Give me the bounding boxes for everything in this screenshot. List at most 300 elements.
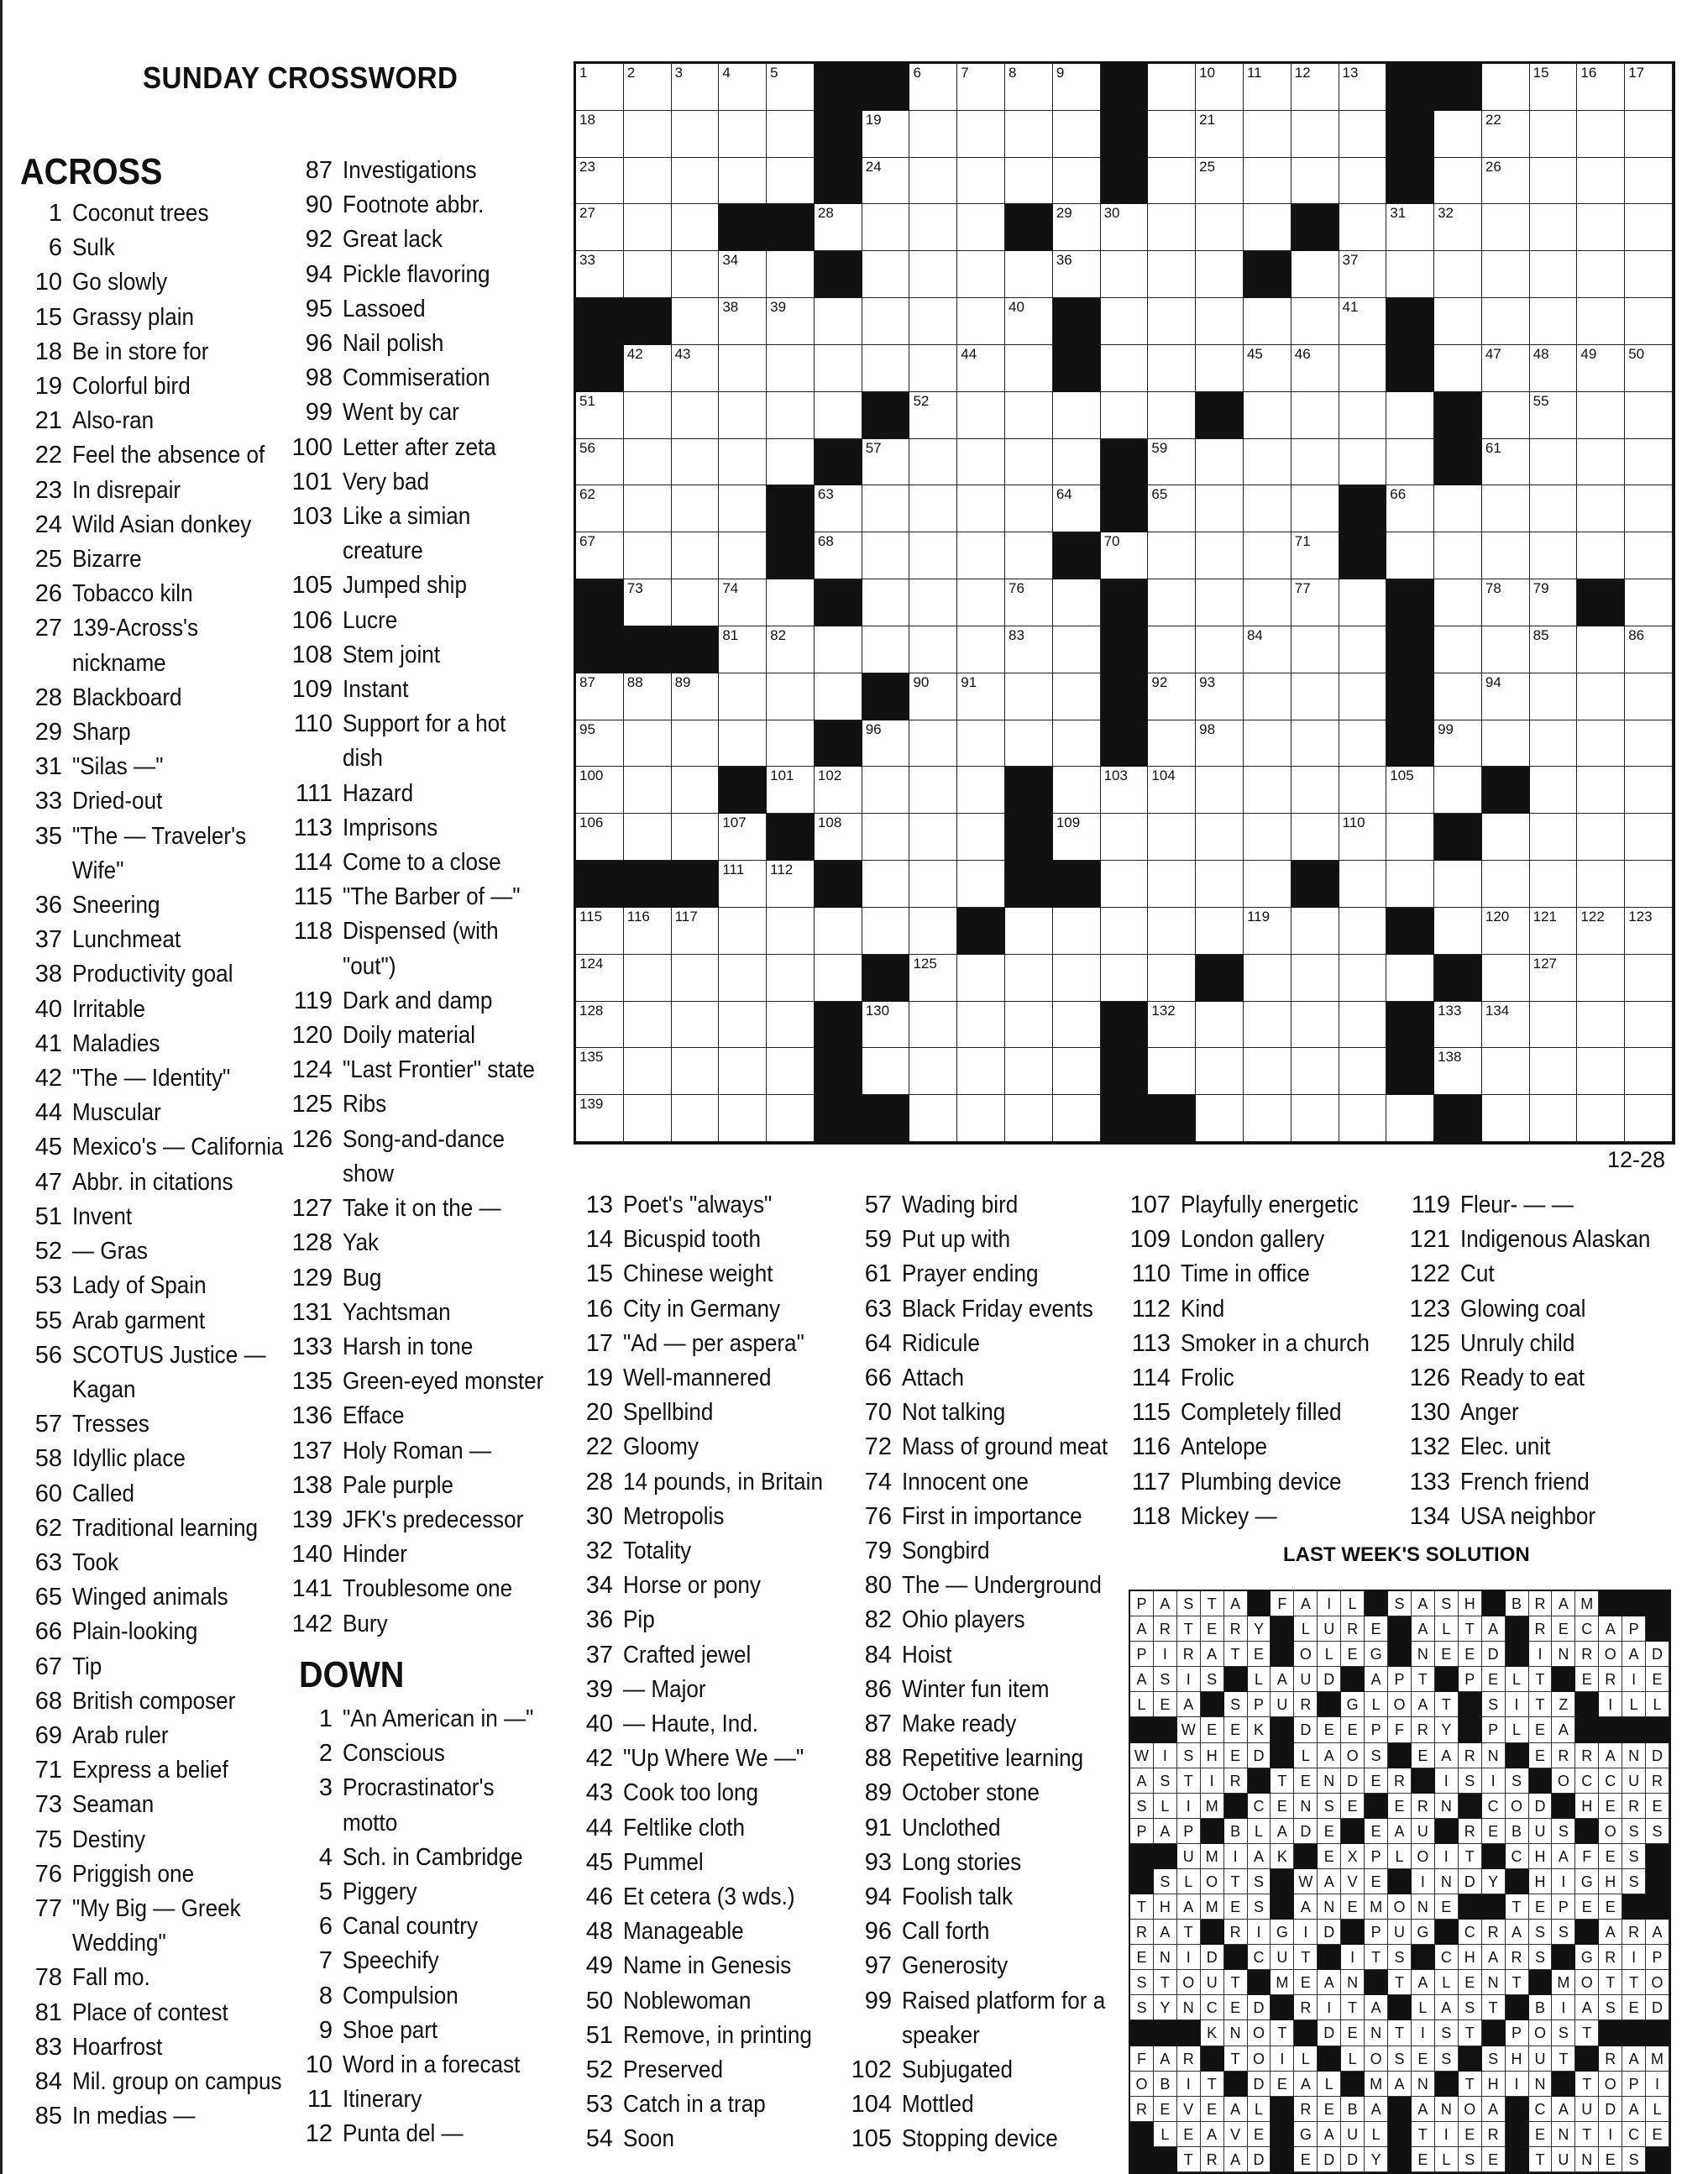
grid-cell[interactable] bbox=[1625, 251, 1673, 298]
grid-cell[interactable] bbox=[576, 720, 624, 767]
grid-cell[interactable] bbox=[1434, 298, 1482, 345]
grid-cell[interactable] bbox=[862, 485, 910, 532]
grid-cell[interactable] bbox=[576, 1095, 624, 1142]
grid-cell[interactable] bbox=[1386, 1095, 1434, 1142]
grid-cell[interactable] bbox=[1434, 111, 1482, 158]
grid-cell[interactable] bbox=[1482, 814, 1530, 861]
grid-cell[interactable] bbox=[1339, 439, 1387, 486]
grid-cell[interactable] bbox=[1291, 673, 1339, 720]
grid-cell[interactable] bbox=[1148, 345, 1196, 392]
grid-cell[interactable] bbox=[1625, 861, 1673, 908]
grid-cell[interactable] bbox=[1530, 720, 1578, 767]
grid-cell[interactable] bbox=[1244, 392, 1291, 439]
grid-cell[interactable] bbox=[1339, 814, 1387, 861]
grid-cell[interactable] bbox=[862, 251, 910, 298]
grid-cell[interactable] bbox=[1196, 579, 1244, 626]
grid-cell[interactable] bbox=[862, 579, 910, 626]
grid-cell[interactable] bbox=[624, 485, 672, 532]
grid-cell[interactable] bbox=[1005, 111, 1053, 158]
grid-cell[interactable] bbox=[576, 1002, 624, 1049]
grid-cell[interactable] bbox=[672, 298, 720, 345]
grid-cell[interactable] bbox=[1386, 814, 1434, 861]
grid-cell[interactable] bbox=[957, 345, 1005, 392]
grid-cell[interactable] bbox=[1339, 626, 1387, 673]
grid-cell[interactable] bbox=[1196, 64, 1244, 111]
grid-cell[interactable] bbox=[672, 720, 720, 767]
grid-cell[interactable] bbox=[1291, 439, 1339, 486]
grid-cell[interactable] bbox=[909, 251, 957, 298]
grid-cell[interactable] bbox=[1005, 251, 1053, 298]
grid-cell[interactable] bbox=[957, 861, 1005, 908]
grid-cell[interactable] bbox=[1625, 204, 1673, 251]
grid-cell[interactable] bbox=[719, 1095, 767, 1142]
grid-cell[interactable] bbox=[576, 532, 624, 579]
grid-cell[interactable] bbox=[1101, 392, 1149, 439]
grid-cell[interactable] bbox=[1482, 673, 1530, 720]
grid-cell[interactable] bbox=[576, 439, 624, 486]
grid-cell[interactable] bbox=[1291, 814, 1339, 861]
grid-cell[interactable] bbox=[1005, 1095, 1053, 1142]
grid-cell[interactable] bbox=[1005, 626, 1053, 673]
grid-cell[interactable] bbox=[815, 955, 862, 1002]
grid-cell[interactable] bbox=[1530, 158, 1578, 205]
grid-cell[interactable] bbox=[719, 64, 767, 111]
grid-cell[interactable] bbox=[672, 345, 720, 392]
grid-cell[interactable] bbox=[1339, 158, 1387, 205]
grid-cell[interactable] bbox=[624, 1095, 672, 1142]
grid-cell[interactable] bbox=[719, 673, 767, 720]
grid-cell[interactable] bbox=[815, 532, 862, 579]
grid-cell[interactable] bbox=[1196, 908, 1244, 955]
grid-cell[interactable] bbox=[767, 345, 815, 392]
grid-cell[interactable] bbox=[1434, 908, 1482, 955]
grid-cell[interactable] bbox=[1148, 814, 1196, 861]
grid-cell[interactable] bbox=[815, 673, 862, 720]
grid-cell[interactable] bbox=[957, 1095, 1005, 1142]
grid-cell[interactable] bbox=[1434, 767, 1482, 814]
grid-cell[interactable] bbox=[1625, 485, 1673, 532]
grid-cell[interactable] bbox=[1482, 1002, 1530, 1049]
grid-cell[interactable] bbox=[1482, 1048, 1530, 1095]
grid-cell[interactable] bbox=[1291, 111, 1339, 158]
grid-cell[interactable] bbox=[1196, 111, 1244, 158]
grid-cell[interactable] bbox=[909, 955, 957, 1002]
grid-cell[interactable] bbox=[1101, 861, 1149, 908]
grid-cell[interactable] bbox=[1196, 439, 1244, 486]
grid-cell[interactable] bbox=[1625, 345, 1673, 392]
grid-cell[interactable] bbox=[1005, 485, 1053, 532]
grid-cell[interactable] bbox=[1482, 720, 1530, 767]
grid-cell[interactable] bbox=[719, 720, 767, 767]
grid-cell[interactable] bbox=[719, 439, 767, 486]
grid-cell[interactable] bbox=[862, 532, 910, 579]
grid-cell[interactable] bbox=[767, 861, 815, 908]
grid-cell[interactable] bbox=[909, 485, 957, 532]
grid-cell[interactable] bbox=[624, 908, 672, 955]
grid-cell[interactable] bbox=[1530, 579, 1578, 626]
grid-cell[interactable] bbox=[957, 251, 1005, 298]
grid-cell[interactable] bbox=[957, 439, 1005, 486]
grid-cell[interactable] bbox=[1244, 532, 1291, 579]
grid-cell[interactable] bbox=[719, 298, 767, 345]
grid-cell[interactable] bbox=[672, 64, 720, 111]
grid-cell[interactable] bbox=[1386, 204, 1434, 251]
grid-cell[interactable] bbox=[1386, 251, 1434, 298]
grid-cell[interactable] bbox=[862, 204, 910, 251]
grid-cell[interactable] bbox=[1434, 204, 1482, 251]
grid-cell[interactable] bbox=[1625, 579, 1673, 626]
grid-cell[interactable] bbox=[1244, 485, 1291, 532]
grid-cell[interactable] bbox=[1005, 1048, 1053, 1095]
grid-cell[interactable] bbox=[1148, 1002, 1196, 1049]
grid-cell[interactable] bbox=[1148, 158, 1196, 205]
grid-cell[interactable] bbox=[672, 392, 720, 439]
grid-cell[interactable] bbox=[1625, 298, 1673, 345]
grid-cell[interactable] bbox=[672, 1002, 720, 1049]
grid-cell[interactable] bbox=[1434, 673, 1482, 720]
grid-cell[interactable] bbox=[1434, 861, 1482, 908]
grid-cell[interactable] bbox=[1482, 111, 1530, 158]
grid-cell[interactable] bbox=[1291, 64, 1339, 111]
grid-cell[interactable] bbox=[767, 1095, 815, 1142]
grid-cell[interactable] bbox=[1386, 532, 1434, 579]
grid-cell[interactable] bbox=[672, 1095, 720, 1142]
grid-cell[interactable] bbox=[1053, 158, 1101, 205]
grid-cell[interactable] bbox=[1053, 392, 1101, 439]
grid-cell[interactable] bbox=[862, 439, 910, 486]
grid-cell[interactable] bbox=[672, 251, 720, 298]
grid-cell[interactable] bbox=[862, 626, 910, 673]
grid-cell[interactable] bbox=[1482, 251, 1530, 298]
grid-cell[interactable] bbox=[1530, 955, 1578, 1002]
grid-cell[interactable] bbox=[576, 814, 624, 861]
grid-cell[interactable] bbox=[624, 1002, 672, 1049]
grid-cell[interactable] bbox=[862, 298, 910, 345]
grid-cell[interactable] bbox=[862, 720, 910, 767]
grid-cell[interactable] bbox=[1291, 485, 1339, 532]
grid-cell[interactable] bbox=[815, 908, 862, 955]
grid-cell[interactable] bbox=[1291, 908, 1339, 955]
grid-cell[interactable] bbox=[1101, 767, 1149, 814]
grid-cell[interactable] bbox=[1577, 767, 1625, 814]
grid-cell[interactable] bbox=[576, 158, 624, 205]
grid-cell[interactable] bbox=[624, 439, 672, 486]
grid-cell[interactable] bbox=[1244, 345, 1291, 392]
grid-cell[interactable] bbox=[1101, 251, 1149, 298]
grid-cell[interactable] bbox=[909, 64, 957, 111]
grid-cell[interactable] bbox=[1625, 1048, 1673, 1095]
grid-cell[interactable] bbox=[576, 111, 624, 158]
grid-cell[interactable] bbox=[1577, 908, 1625, 955]
grid-cell[interactable] bbox=[1005, 1002, 1053, 1049]
grid-cell[interactable] bbox=[1148, 955, 1196, 1002]
grid-cell[interactable] bbox=[1577, 720, 1625, 767]
grid-cell[interactable] bbox=[1196, 814, 1244, 861]
grid-cell[interactable] bbox=[624, 64, 672, 111]
grid-cell[interactable] bbox=[1244, 298, 1291, 345]
grid-cell[interactable] bbox=[672, 1048, 720, 1095]
grid-cell[interactable] bbox=[576, 767, 624, 814]
grid-cell[interactable] bbox=[1530, 1048, 1578, 1095]
grid-cell[interactable] bbox=[1053, 767, 1101, 814]
grid-cell[interactable] bbox=[767, 1048, 815, 1095]
grid-cell[interactable] bbox=[957, 1048, 1005, 1095]
grid-cell[interactable] bbox=[624, 158, 672, 205]
grid-cell[interactable] bbox=[1291, 767, 1339, 814]
grid-cell[interactable] bbox=[1101, 532, 1149, 579]
grid-cell[interactable] bbox=[1148, 532, 1196, 579]
grid-cell[interactable] bbox=[1291, 720, 1339, 767]
grid-cell[interactable] bbox=[1625, 111, 1673, 158]
grid-cell[interactable] bbox=[909, 345, 957, 392]
grid-cell[interactable] bbox=[672, 439, 720, 486]
grid-cell[interactable] bbox=[624, 767, 672, 814]
grid-cell[interactable] bbox=[909, 439, 957, 486]
grid-cell[interactable] bbox=[862, 767, 910, 814]
grid-cell[interactable] bbox=[1244, 64, 1291, 111]
grid-cell[interactable] bbox=[909, 392, 957, 439]
grid-cell[interactable] bbox=[1005, 532, 1053, 579]
grid-cell[interactable] bbox=[909, 720, 957, 767]
grid-cell[interactable] bbox=[1577, 204, 1625, 251]
grid-cell[interactable] bbox=[1482, 64, 1530, 111]
grid-cell[interactable] bbox=[1577, 345, 1625, 392]
grid-cell[interactable] bbox=[1434, 626, 1482, 673]
grid-cell[interactable] bbox=[1339, 955, 1387, 1002]
grid-cell[interactable] bbox=[957, 955, 1005, 1002]
grid-cell[interactable] bbox=[719, 111, 767, 158]
grid-cell[interactable] bbox=[909, 626, 957, 673]
grid-cell[interactable] bbox=[1053, 908, 1101, 955]
grid-cell[interactable] bbox=[1148, 579, 1196, 626]
grid-cell[interactable] bbox=[1339, 345, 1387, 392]
grid-cell[interactable] bbox=[1291, 1095, 1339, 1142]
grid-cell[interactable] bbox=[1339, 767, 1387, 814]
grid-cell[interactable] bbox=[1339, 1095, 1387, 1142]
grid-cell[interactable] bbox=[957, 64, 1005, 111]
grid-cell[interactable] bbox=[719, 532, 767, 579]
grid-cell[interactable] bbox=[1053, 111, 1101, 158]
grid-cell[interactable] bbox=[1244, 673, 1291, 720]
grid-cell[interactable] bbox=[1244, 1002, 1291, 1049]
grid-cell[interactable] bbox=[909, 111, 957, 158]
grid-cell[interactable] bbox=[1625, 1002, 1673, 1049]
grid-cell[interactable] bbox=[1196, 720, 1244, 767]
grid-cell[interactable] bbox=[1530, 298, 1578, 345]
grid-cell[interactable] bbox=[909, 204, 957, 251]
grid-cell[interactable] bbox=[1148, 1048, 1196, 1095]
grid-cell[interactable] bbox=[1625, 955, 1673, 1002]
grid-cell[interactable] bbox=[909, 767, 957, 814]
grid-cell[interactable] bbox=[1244, 720, 1291, 767]
grid-cell[interactable] bbox=[1005, 298, 1053, 345]
grid-cell[interactable] bbox=[1625, 532, 1673, 579]
grid-cell[interactable] bbox=[1339, 720, 1387, 767]
grid-cell[interactable] bbox=[1530, 204, 1578, 251]
grid-cell[interactable] bbox=[1577, 955, 1625, 1002]
grid-cell[interactable] bbox=[767, 767, 815, 814]
grid-cell[interactable] bbox=[1625, 392, 1673, 439]
grid-cell[interactable] bbox=[957, 579, 1005, 626]
grid-cell[interactable] bbox=[1530, 861, 1578, 908]
grid-cell[interactable] bbox=[815, 814, 862, 861]
grid-cell[interactable] bbox=[1148, 111, 1196, 158]
grid-cell[interactable] bbox=[719, 345, 767, 392]
grid-cell[interactable] bbox=[1339, 392, 1387, 439]
grid-cell[interactable] bbox=[767, 64, 815, 111]
grid-cell[interactable] bbox=[957, 158, 1005, 205]
grid-cell[interactable] bbox=[1339, 64, 1387, 111]
grid-cell[interactable] bbox=[1339, 111, 1387, 158]
grid-cell[interactable] bbox=[719, 908, 767, 955]
grid-cell[interactable] bbox=[1577, 158, 1625, 205]
grid-cell[interactable] bbox=[957, 298, 1005, 345]
grid-cell[interactable] bbox=[672, 485, 720, 532]
grid-cell[interactable] bbox=[1053, 955, 1101, 1002]
grid-cell[interactable] bbox=[1339, 1048, 1387, 1095]
grid-cell[interactable] bbox=[1053, 251, 1101, 298]
grid-cell[interactable] bbox=[1148, 908, 1196, 955]
grid-cell[interactable] bbox=[957, 720, 1005, 767]
grid-cell[interactable] bbox=[1196, 532, 1244, 579]
grid-cell[interactable] bbox=[576, 908, 624, 955]
grid-cell[interactable] bbox=[1053, 64, 1101, 111]
grid-cell[interactable] bbox=[1577, 485, 1625, 532]
grid-cell[interactable] bbox=[672, 579, 720, 626]
grid-cell[interactable] bbox=[1053, 626, 1101, 673]
grid-cell[interactable] bbox=[1291, 955, 1339, 1002]
grid-cell[interactable] bbox=[624, 814, 672, 861]
grid-cell[interactable] bbox=[1244, 626, 1291, 673]
grid-cell[interactable] bbox=[1053, 720, 1101, 767]
grid-cell[interactable] bbox=[862, 814, 910, 861]
grid-cell[interactable] bbox=[862, 908, 910, 955]
grid-cell[interactable] bbox=[1053, 673, 1101, 720]
grid-cell[interactable] bbox=[767, 111, 815, 158]
grid-cell[interactable] bbox=[1625, 1095, 1673, 1142]
grid-cell[interactable] bbox=[767, 439, 815, 486]
grid-cell[interactable] bbox=[672, 908, 720, 955]
grid-cell[interactable] bbox=[1577, 111, 1625, 158]
grid-cell[interactable] bbox=[576, 64, 624, 111]
grid-cell[interactable] bbox=[1386, 439, 1434, 486]
grid-cell[interactable] bbox=[1625, 814, 1673, 861]
grid-cell[interactable] bbox=[1482, 298, 1530, 345]
grid-cell[interactable] bbox=[1482, 485, 1530, 532]
grid-cell[interactable] bbox=[1482, 908, 1530, 955]
grid-cell[interactable] bbox=[1625, 908, 1673, 955]
grid-cell[interactable] bbox=[767, 908, 815, 955]
grid-cell[interactable] bbox=[1005, 579, 1053, 626]
grid-cell[interactable] bbox=[1244, 439, 1291, 486]
grid-cell[interactable] bbox=[576, 1048, 624, 1095]
grid-cell[interactable] bbox=[672, 111, 720, 158]
grid-cell[interactable] bbox=[1482, 955, 1530, 1002]
grid-cell[interactable] bbox=[1244, 955, 1291, 1002]
grid-cell[interactable] bbox=[624, 1048, 672, 1095]
grid-cell[interactable] bbox=[1625, 64, 1673, 111]
grid-cell[interactable] bbox=[1291, 251, 1339, 298]
grid-cell[interactable] bbox=[1005, 392, 1053, 439]
grid-cell[interactable] bbox=[815, 298, 862, 345]
grid-cell[interactable] bbox=[1434, 1002, 1482, 1049]
grid-cell[interactable] bbox=[1196, 1095, 1244, 1142]
grid-cell[interactable] bbox=[1482, 392, 1530, 439]
grid-cell[interactable] bbox=[767, 955, 815, 1002]
grid-cell[interactable] bbox=[1148, 392, 1196, 439]
grid-cell[interactable] bbox=[1386, 485, 1434, 532]
grid-cell[interactable] bbox=[862, 345, 910, 392]
grid-cell[interactable] bbox=[719, 955, 767, 1002]
grid-cell[interactable] bbox=[909, 1048, 957, 1095]
grid-cell[interactable] bbox=[1386, 955, 1434, 1002]
grid-cell[interactable] bbox=[672, 158, 720, 205]
grid-cell[interactable] bbox=[1577, 861, 1625, 908]
grid-cell[interactable] bbox=[1434, 158, 1482, 205]
grid-cell[interactable] bbox=[1005, 439, 1053, 486]
grid-cell[interactable] bbox=[1196, 204, 1244, 251]
grid-cell[interactable] bbox=[1148, 673, 1196, 720]
grid-cell[interactable] bbox=[1339, 298, 1387, 345]
grid-cell[interactable] bbox=[1530, 626, 1578, 673]
grid-cell[interactable] bbox=[909, 158, 957, 205]
grid-cell[interactable] bbox=[719, 579, 767, 626]
grid-cell[interactable] bbox=[1530, 767, 1578, 814]
grid-cell[interactable] bbox=[1530, 1095, 1578, 1142]
grid-cell[interactable] bbox=[1053, 1048, 1101, 1095]
grid-cell[interactable] bbox=[1577, 251, 1625, 298]
grid-cell[interactable] bbox=[815, 345, 862, 392]
grid-cell[interactable] bbox=[1530, 814, 1578, 861]
grid-cell[interactable] bbox=[815, 204, 862, 251]
grid-cell[interactable] bbox=[909, 298, 957, 345]
grid-cell[interactable] bbox=[1053, 485, 1101, 532]
grid-cell[interactable] bbox=[719, 392, 767, 439]
grid-cell[interactable] bbox=[862, 1048, 910, 1095]
grid-cell[interactable] bbox=[1625, 720, 1673, 767]
grid-cell[interactable] bbox=[1482, 1095, 1530, 1142]
grid-cell[interactable] bbox=[909, 1095, 957, 1142]
grid-cell[interactable] bbox=[1625, 767, 1673, 814]
grid-cell[interactable] bbox=[624, 955, 672, 1002]
grid-cell[interactable] bbox=[1577, 814, 1625, 861]
grid-cell[interactable] bbox=[1101, 908, 1149, 955]
grid-cell[interactable] bbox=[767, 298, 815, 345]
grid-cell[interactable] bbox=[1148, 64, 1196, 111]
grid-cell[interactable] bbox=[1005, 908, 1053, 955]
grid-cell[interactable] bbox=[1530, 673, 1578, 720]
grid-cell[interactable] bbox=[1196, 345, 1244, 392]
grid-cell[interactable] bbox=[1577, 298, 1625, 345]
grid-cell[interactable] bbox=[909, 532, 957, 579]
grid-cell[interactable] bbox=[1291, 532, 1339, 579]
grid-cell[interactable] bbox=[1291, 298, 1339, 345]
grid-cell[interactable] bbox=[1530, 64, 1578, 111]
grid-cell[interactable] bbox=[1244, 204, 1291, 251]
grid-cell[interactable] bbox=[1244, 767, 1291, 814]
grid-cell[interactable] bbox=[1339, 908, 1387, 955]
grid-cell[interactable] bbox=[672, 814, 720, 861]
grid-cell[interactable] bbox=[1148, 298, 1196, 345]
grid-cell[interactable] bbox=[1482, 345, 1530, 392]
grid-cell[interactable] bbox=[719, 485, 767, 532]
grid-cell[interactable] bbox=[1530, 908, 1578, 955]
grid-cell[interactable] bbox=[1148, 767, 1196, 814]
grid-cell[interactable] bbox=[1101, 955, 1149, 1002]
grid-cell[interactable] bbox=[1101, 204, 1149, 251]
grid-cell[interactable] bbox=[1386, 767, 1434, 814]
grid-cell[interactable] bbox=[862, 111, 910, 158]
